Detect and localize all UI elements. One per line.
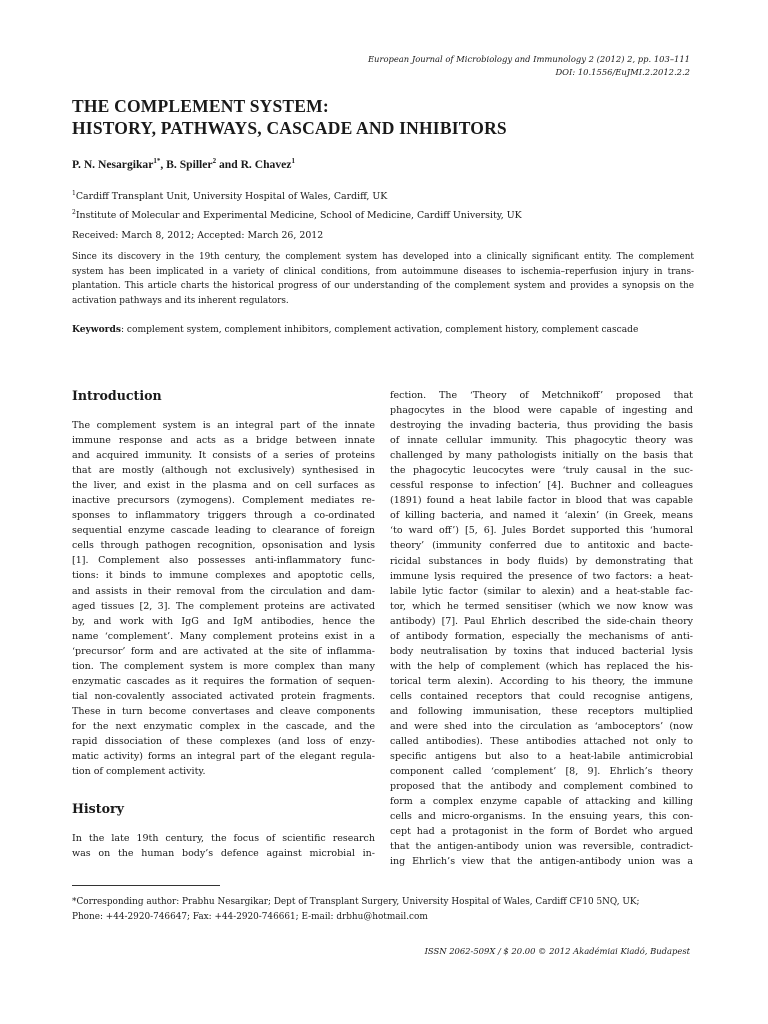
text-line: and were shed into the circulation as ‘amboceptors’ (now (390, 721, 693, 733)
text-line: tion of complement activity. (72, 766, 206, 778)
footnote-line: *Corresponding author: Prabhu Nesargikar; Dept of Transplant Surgery, University Hospital of Wales, Cardiff CF10 5NQ, UK; (72, 897, 640, 907)
text-line: inactive precursors (zymogens). Complement mediates re- (72, 495, 375, 507)
text-line: of killing bacteria, and named it ‘alexin’ (in Greek, means (390, 510, 693, 522)
section-heading-introduction: Introduction (72, 388, 162, 403)
author-affiliation-marker: 2 (212, 157, 217, 165)
text-line: was on the human body’s defence against microbial in- (72, 848, 375, 860)
article-title (72, 95, 692, 139)
text-line: specific antigens but also to a heat-labile antimicrobial (390, 751, 693, 763)
text-line: challenged by many pathologists initially on the basis that (390, 450, 693, 462)
text-line: [1]. Complement also possesses anti-inflammatory func- (72, 555, 375, 567)
text-line: torical term alexin). According to his theory, the immune (390, 675, 693, 687)
text-line: that the antigen-antibody union was reversible, contradict- (390, 841, 693, 853)
affiliation-text: Cardiff Transplant Unit, University Hospital of Wales, Cardiff, UK (75, 191, 388, 203)
footnote-line: Phone: +44-2920-746647; Fax: +44-2920-746661; E-mail: drbhu@hotmail.com (72, 911, 428, 922)
author-separator: , (160, 157, 167, 171)
title-line-1: THE COMPLEMENT SYSTEM: (72, 96, 329, 116)
text-line: sequential enzyme cascade leading to clearance of foreign (72, 525, 375, 537)
author-name: R. Chavez (240, 157, 292, 171)
journal-citation: European Journal of Microbiology and Immunology 2 (2012) 2, pp. 103–111 (367, 54, 690, 64)
text-line: form a complex enzyme capable of attacking and killing (390, 796, 693, 808)
received-accepted-dates: Received: March 8, 2012; Accepted: March 26, 2012 (72, 230, 324, 241)
history-paragraph-continued (390, 388, 693, 870)
text-line: proposed that the antibody and complement combined to (390, 781, 693, 793)
text-line: immune response and acts as a bridge between innate (72, 435, 375, 447)
text-line: called antibodies). These antibodies attached not only to (390, 736, 693, 748)
text-line: with the help of complement (which has replaced the his- (390, 660, 693, 672)
text-line: ing Ehrlich’s view that the antigen-antibody union was a (390, 856, 693, 868)
abstract-line: Since its discovery in the 19th century, the complement system has developed into a clinically significant entity. The complement (72, 252, 694, 262)
text-line: rapid dissociation of these complexes (and loss of enzy- (72, 735, 375, 747)
affiliation (72, 205, 522, 224)
title-line-2: HISTORY, PATHWAYS, CASCADE AND INHIBITORS (72, 118, 507, 138)
text-line: ricidal substances in body fluids) by demonstrating that (390, 555, 693, 567)
text-line: In the late 19th century, the focus of scientific research (72, 833, 375, 845)
text-line: antibody) [7]. Paul Ehrlich described the side-chain theory (390, 615, 693, 627)
text-line: the liver, and exist in the plasma and on cell surfaces as (72, 480, 375, 492)
text-line: that are mostly (although not exclusively) synthesised in (72, 465, 375, 477)
text-line: the phagocytic leucocytes were ‘truly causal in the suc- (390, 465, 693, 477)
doi-line: DOI: 10.1556/EuJMI.2.2012.2.2 (555, 67, 690, 77)
text-line: phagocytes in the blood were capable of ingesting and (390, 405, 693, 417)
text-line: cells and micro-organisms. In the ensuing years, this con- (390, 811, 693, 823)
text-line: of innate cellular immunity. This phagocytic theory was (390, 435, 693, 447)
affiliations (72, 186, 522, 224)
text-line: labile lytic factor (similar to alexin) and a heat-stable fac- (390, 585, 693, 597)
text-line: and assists in their removal from the circulation and dam- (72, 585, 375, 597)
author-name: B. Spiller (166, 157, 213, 171)
text-line: sponses to inflammatory triggers through a co-ordinated (72, 510, 375, 522)
corresponding-author-footnote (72, 895, 694, 924)
text-line: ‘to ward off’) [5, 6]. Jules Bordet supported this ‘humoral (390, 525, 693, 537)
text-line: and acquired immunity. It consists of a series of proteins (72, 450, 375, 462)
text-line: aged tissues [2, 3]. The complement proteins are activated (72, 600, 375, 612)
text-line: by, and work with IgG and IgM antibodies, hence the (72, 615, 375, 627)
text-line: cept had a protagonist in the form of Bordet who argued (390, 826, 693, 838)
text-line: theory’ (immunity conferred due to antitoxic and bacte- (390, 540, 693, 552)
text-line: The complement system is an integral part of the innate (72, 420, 375, 431)
text-line: tion. The complement system is more complex than many (72, 660, 375, 672)
text-line: matic activity) forms an integral part of the elegant regula- (72, 751, 375, 763)
text-line: fection. The ‘Theory of Metchnikoff’ proposed that (390, 390, 693, 401)
author-affiliation-marker: 1 (291, 157, 295, 165)
author-list (72, 157, 295, 171)
text-line: cells contained receptors that could recognise antigens, (390, 690, 693, 702)
text-line: (1891) found a heat labile factor in blood that was capable (390, 495, 693, 507)
abstract-line: activation pathways and its inherent regulators. (72, 296, 289, 307)
affiliation (72, 186, 522, 205)
text-line: ‘precursor’ form and are activated at the site of inflamma- (72, 645, 375, 657)
keywords (72, 324, 638, 335)
text-line: These in turn become convertases and cleave components (72, 705, 375, 717)
right-column (390, 388, 693, 870)
introduction-paragraph (72, 418, 375, 779)
abstract-line: plantation. This article charts the historical progress of our understanding of the complement system and provides a synopsis on the (72, 281, 694, 292)
issn-footer: ISSN 2062-509X / $ 20.00 © 2012 Akadémiai Kiadó, Budapest (424, 946, 690, 956)
text-line: cells through pathogen recognition, opsonisation and lysis (72, 540, 375, 552)
author-separator: and (216, 157, 241, 171)
text-line: immune lysis required the presence of two factors: a heat- (390, 570, 693, 582)
affiliation-text: Institute of Molecular and Experimental Medicine, School of Medicine, Cardiff University, UK (75, 210, 522, 222)
journal-header (368, 53, 690, 79)
section-heading-history: History (72, 801, 124, 817)
left-column (72, 388, 375, 861)
text-line: and following immunisation, these receptors multiplied (390, 705, 693, 717)
history-paragraph (72, 831, 375, 861)
affiliation-marker: 1 (72, 190, 76, 197)
text-line: destroying the invading bacteria, thus providing the basis (390, 420, 693, 432)
abstract-line: system has been implicated in a variety of clinical conditions, from autoimmune diseases to ischemia–reperfusion injury in trans- (72, 266, 694, 277)
text-line: tions: it binds to immune complexes and apoptotic cells, (72, 570, 375, 582)
affiliation-marker: 2 (72, 209, 76, 217)
abstract (72, 250, 694, 309)
author-name: P. N. Nesargikar (72, 157, 154, 171)
keywords-label: Keywords (72, 324, 121, 335)
text-line: cessful response to infection’ [4]. Buchner and colleagues (390, 480, 693, 492)
text-line: body neutralisation by toxins that induced bacterial lysis (390, 645, 693, 657)
text-line: tial non-covalently associated activated protein fragments. (72, 690, 375, 702)
text-line: of antibody formation, especially the mechanisms of anti- (390, 630, 693, 642)
footnote-divider (72, 885, 220, 886)
keywords-text: : complement system, complement inhibitors, complement activation, complement history, complement cascade (120, 325, 639, 335)
text-line: for the next enzymatic complex in the cascade, and the (72, 720, 375, 732)
text-line: enzymatic cascades as it requires the formation of sequen- (72, 675, 375, 687)
author-affiliation-marker: 1* (153, 157, 161, 165)
text-line: name ‘complement’. Many complement proteins exist in a (72, 630, 375, 642)
text-line: component called ‘complement’ [8, 9]. Ehrlich’s theory (390, 766, 693, 778)
text-line: tor, which he termed sensitiser (which we now know was (390, 600, 693, 612)
